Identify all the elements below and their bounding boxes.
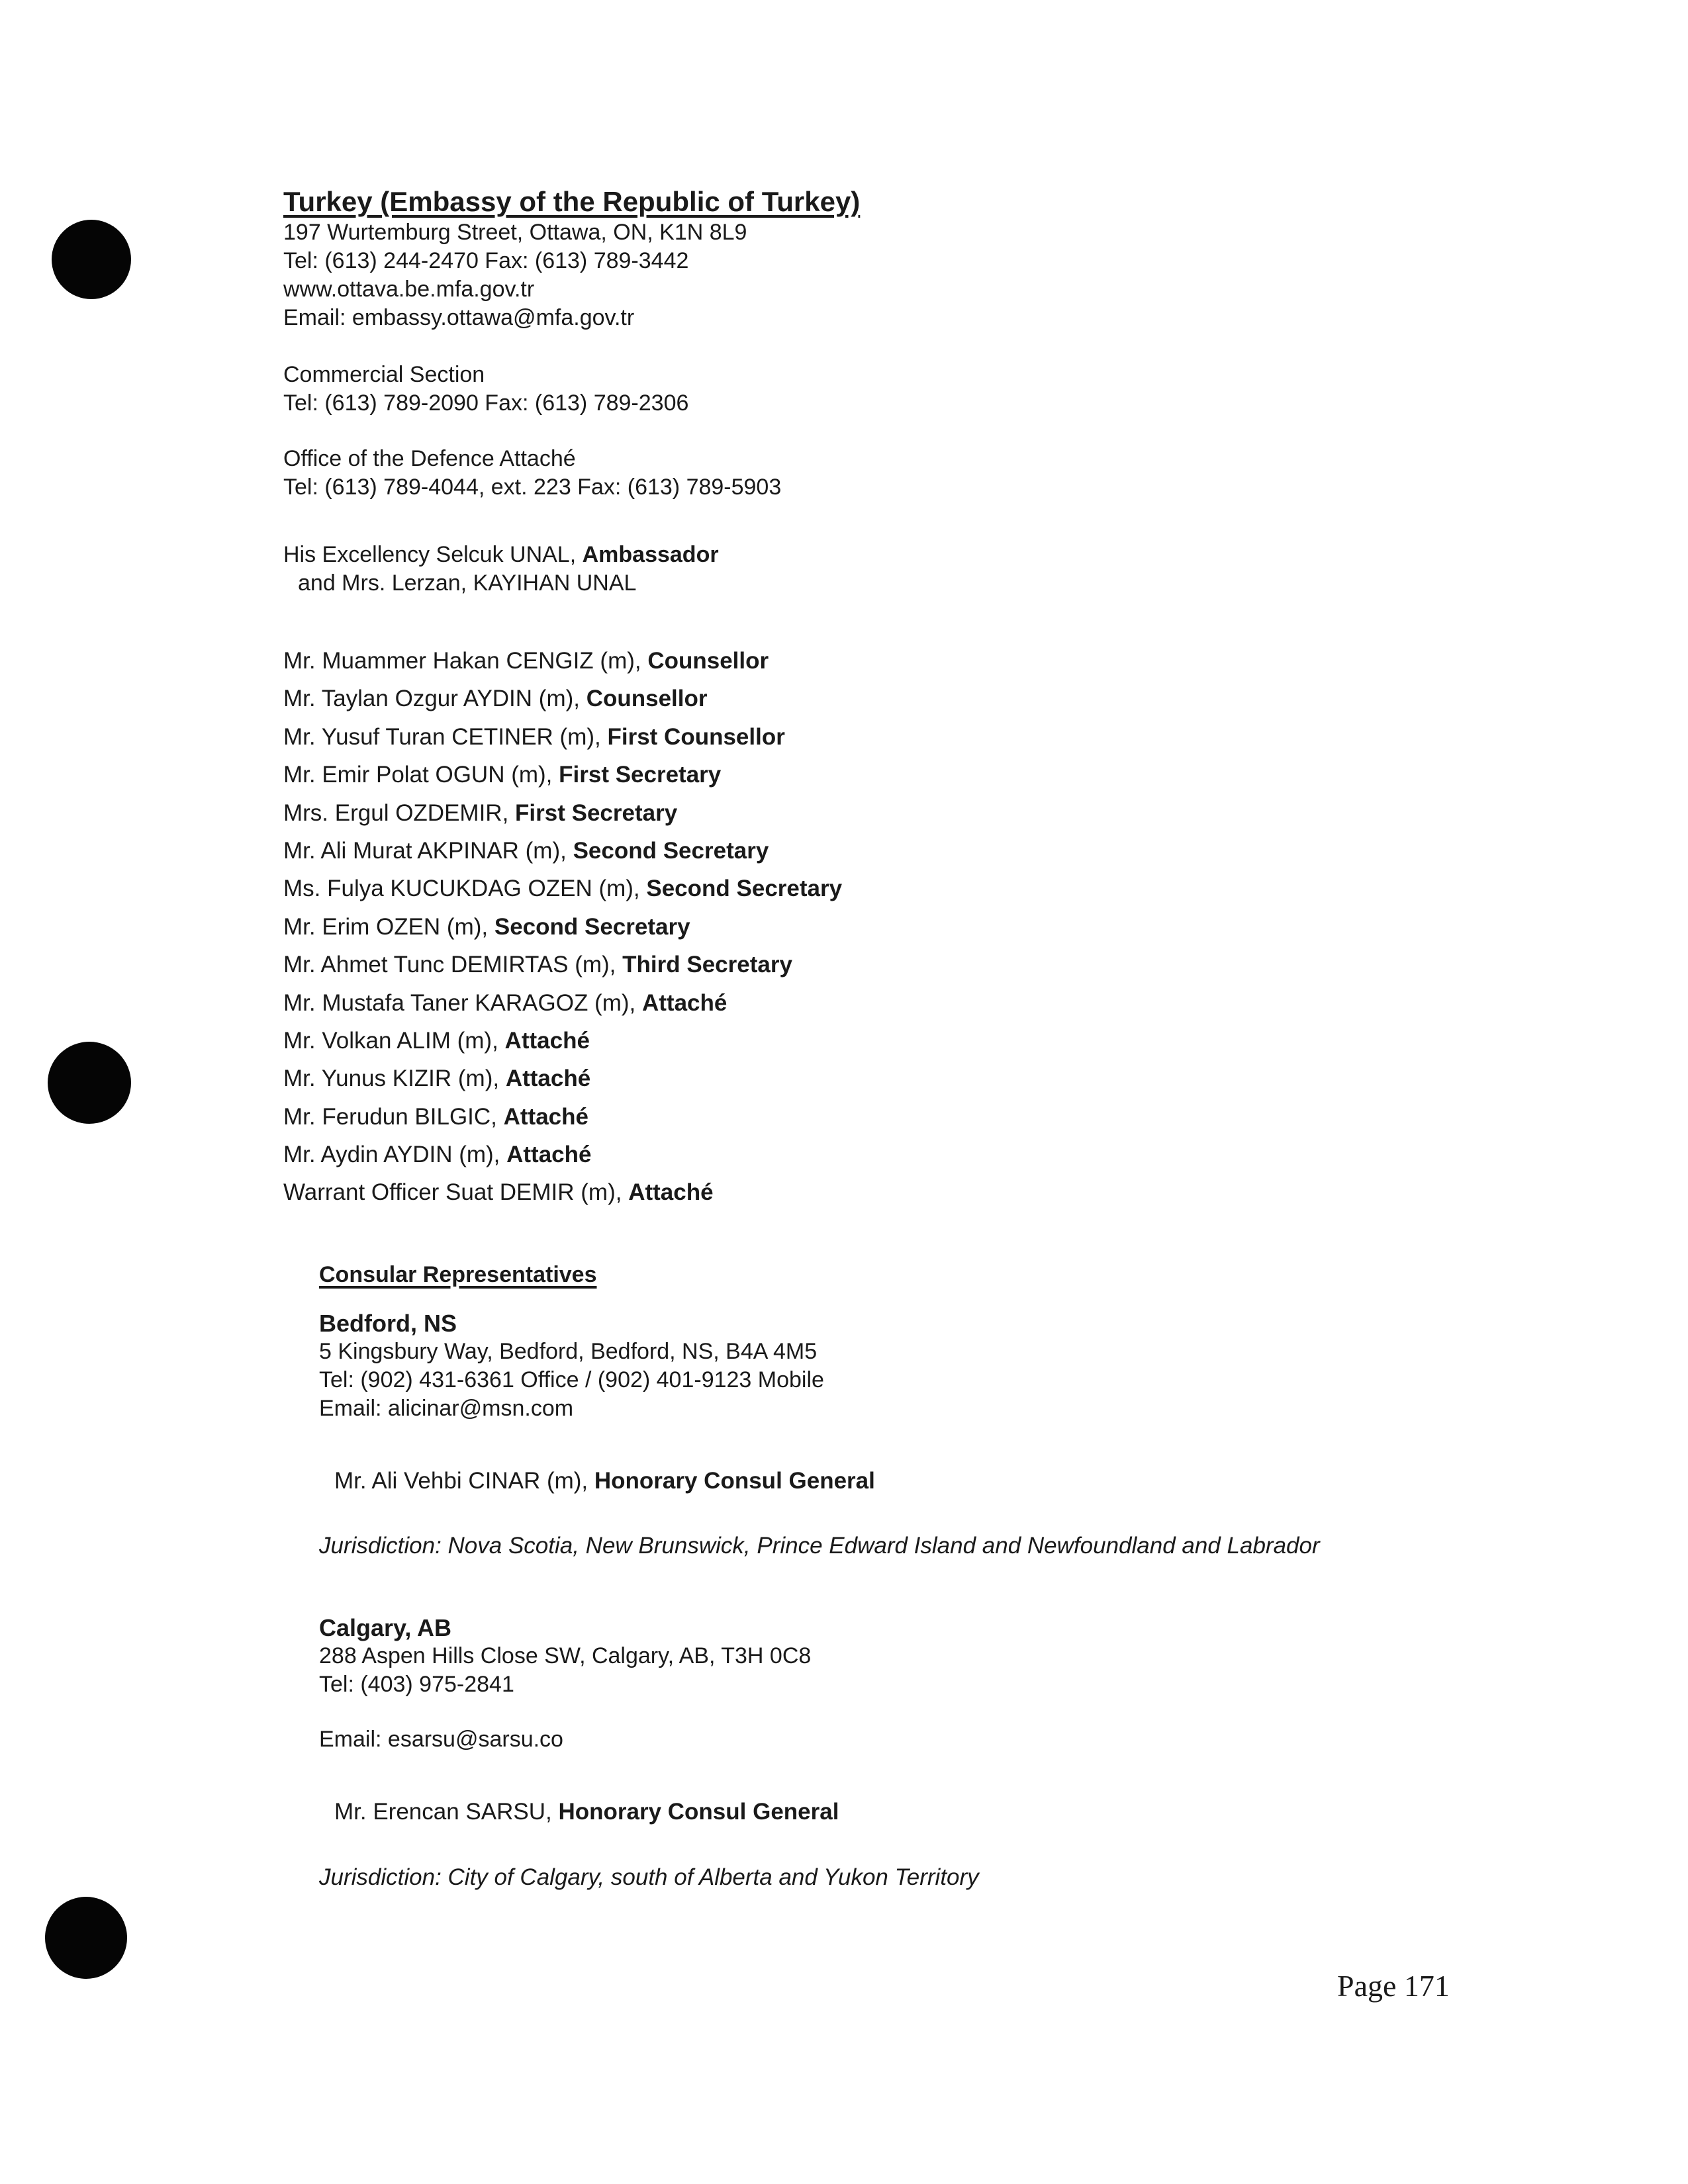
punch-hole-top (52, 220, 131, 299)
staff-name: Mr. Erim OZEN (m), (283, 913, 494, 940)
consulate-jurisdiction: Jurisdiction: Nova Scotia, New Brunswick, Prince Edward Island and Newfoundland and Labrador (319, 1533, 1320, 1559)
staff-title: First Secretary (559, 762, 722, 788)
staff-list (283, 642, 842, 1212)
staff-name: Mr. Yusuf Turan CETINER (m), (283, 723, 608, 750)
staff-row (283, 794, 842, 832)
consulate-tel: Tel: (902) 431-6361 Office / (902) 401-9123 Mobile (319, 1367, 824, 1392)
staff-title: Counsellor (647, 648, 769, 674)
staff-title: First Secretary (515, 799, 678, 826)
commercial-tel-fax: Tel: (613) 789-2090 Fax: (613) 789-2306 (283, 390, 689, 416)
ambassador-name: His Excellency Selcuk UNAL, (283, 542, 583, 567)
ambassador-spouse: and Mrs. Lerzan, KAYIHAN UNAL (298, 570, 637, 596)
embassy-address: 197 Wurtemburg Street, Ottawa, ON, K1N 8L9 (283, 220, 747, 245)
staff-name: Mr. Emir Polat OGUN (m), (283, 762, 559, 788)
consulate-bedford (319, 1309, 824, 1423)
staff-title: Attaché (503, 1103, 588, 1130)
staff-title: Attaché (504, 1027, 590, 1054)
staff-name: Ms. Fulya KUCUKDAG OZEN (m), (283, 876, 647, 902)
official-name: Mr. Ali Vehbi CINAR (m), (334, 1468, 594, 1494)
staff-title: Attaché (628, 1179, 714, 1206)
staff-name: Mr. Aydin AYDIN (m), (283, 1142, 507, 1168)
staff-row (283, 1136, 842, 1173)
staff-row (283, 984, 842, 1022)
consulate-calgary (319, 1614, 811, 1699)
commercial-title: Commercial Section (283, 362, 485, 387)
official-title: Honorary Consul General (594, 1468, 875, 1494)
consulate-jurisdiction: Jurisdiction: City of Calgary, south of Alberta and Yukon Territory (319, 1864, 979, 1890)
staff-row (283, 1060, 842, 1097)
defence-title: Office of the Defence Attaché (283, 446, 576, 471)
staff-row (283, 832, 842, 870)
page-number: Page 171 (1337, 1969, 1450, 2003)
consulate-city: Bedford, NS (319, 1310, 457, 1337)
official-title: Honorary Consul General (558, 1799, 839, 1825)
staff-name: Mr. Taylan Ozgur AYDIN (m), (283, 686, 586, 712)
staff-row (283, 870, 842, 907)
embassy-tel-fax: Tel: (613) 244-2470 Fax: (613) 789-3442 (283, 248, 689, 273)
staff-title: Counsellor (586, 686, 708, 712)
staff-row (283, 642, 842, 680)
embassy-email: Email: embassy.ottawa@mfa.gov.tr (283, 305, 635, 330)
staff-row (283, 908, 842, 946)
embassy-block (283, 185, 860, 332)
embassy-website: www.ottava.be.mfa.gov.tr (283, 277, 535, 302)
consulate-email: Email: esarsu@sarsu.co (319, 1727, 563, 1752)
staff-title: Second Secretary (646, 876, 843, 902)
staff-row (283, 946, 842, 983)
consulate-official (334, 1467, 875, 1495)
staff-row (283, 1173, 842, 1211)
staff-title: Attaché (641, 989, 727, 1016)
staff-row (283, 1098, 842, 1136)
consulate-address: 5 Kingsbury Way, Bedford, Bedford, NS, B4A 4M5 (319, 1339, 818, 1364)
staff-title: Second Secretary (494, 913, 690, 940)
punch-hole-middle (48, 1042, 131, 1124)
staff-title: Attaché (505, 1066, 591, 1092)
defence-tel-fax: Tel: (613) 789-4044, ext. 223 Fax: (613) 789-5903 (283, 475, 782, 500)
staff-name: Mrs. Ergul OZDEMIR, (283, 799, 516, 826)
staff-row (283, 1022, 842, 1060)
consulate-email: Email: alicinar@msn.com (319, 1396, 574, 1421)
staff-name: Mr. Mustafa Taner KARAGOZ (m), (283, 989, 642, 1016)
staff-title: First Counsellor (607, 723, 785, 750)
staff-name: Warrant Officer Suat DEMIR (m), (283, 1179, 629, 1206)
commercial-section (283, 361, 688, 418)
staff-name: Mr. Ali Murat AKPINAR (m), (283, 837, 573, 864)
defence-attache-office (283, 445, 781, 502)
staff-name: Mr. Ferudun BILGIC, (283, 1103, 504, 1130)
consulate-official (334, 1797, 839, 1826)
consulate-tel: Tel: (403) 975-2841 (319, 1672, 514, 1697)
embassy-heading: Turkey (Embassy of the Republic of Turkey) (283, 186, 861, 217)
staff-title: Third Secretary (622, 952, 792, 978)
staff-row (283, 680, 842, 717)
official-name: Mr. Erencan SARSU, (334, 1799, 559, 1825)
ambassador-line (283, 541, 719, 569)
staff-row (283, 718, 842, 756)
staff-row (283, 756, 842, 794)
punch-hole-bottom (45, 1897, 127, 1979)
consulate-address: 288 Aspen Hills Close SW, Calgary, AB, T3H 0C8 (319, 1643, 812, 1668)
staff-name: Mr. Muammer Hakan CENGIZ (m), (283, 648, 648, 674)
staff-title: Attaché (506, 1142, 592, 1168)
consular-heading: Consular Representatives (319, 1262, 597, 1287)
staff-name: Mr. Yunus KIZIR (m), (283, 1066, 506, 1092)
ambassador-block (283, 541, 719, 598)
staff-name: Mr. Volkan ALIM (m), (283, 1027, 505, 1054)
staff-name: Mr. Ahmet Tunc DEMIRTAS (m), (283, 952, 623, 978)
consulate-city: Calgary, AB (319, 1614, 452, 1641)
ambassador-title: Ambassador (582, 542, 719, 567)
staff-title: Second Secretary (573, 837, 769, 864)
